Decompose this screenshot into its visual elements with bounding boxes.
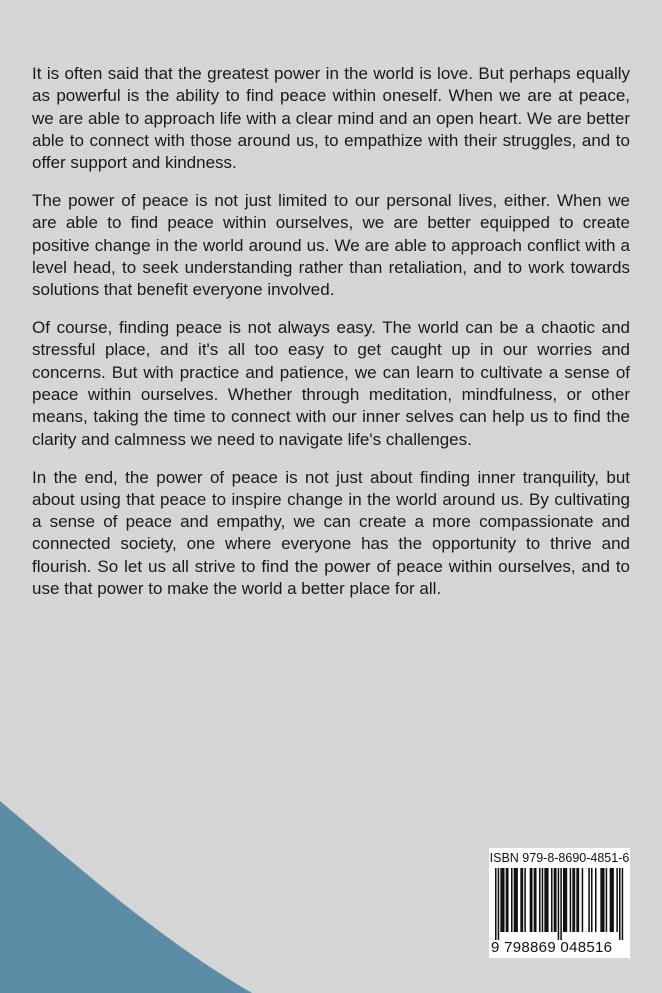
barcode-bar — [555, 868, 557, 932]
barcode-bar — [588, 868, 590, 932]
barcode-bar — [546, 868, 548, 932]
barcode-bar — [602, 868, 604, 932]
barcode-bar — [574, 868, 576, 932]
barcode-bar — [495, 868, 497, 940]
barcode-bar — [578, 868, 580, 932]
isbn-digits: 9 798869 048516 — [491, 939, 613, 956]
barcode-bar — [622, 868, 624, 940]
barcode-bar — [576, 868, 578, 932]
barcode-bar — [572, 868, 574, 932]
barcode-bars — [495, 868, 625, 940]
paragraph: The power of peace is not just limited to our personal lives, either. When we are able to find peace within ourselves, we are better equipped to create positive change in the world around us. We are able to approach conflict with a level head, to seek understanding rather than retaliation, and to work towards solutions that benefit everyone involved. — [32, 191, 630, 300]
barcode-bar — [542, 868, 544, 932]
barcode-bar — [595, 868, 597, 932]
barcode-bar — [520, 868, 522, 932]
isbn-label: ISBN 979-8-8690-4851-6 — [489, 851, 630, 865]
paragraph: It is often said that the greatest power in the world is love. But perhaps equally as powerful is the ability to find peace within oneself. When we are at peace, we are able to approach life with a clear mind and an open heart. We are better able to connect with those around us, to empathize with their struggles, and to offer support and kindness. — [32, 64, 630, 173]
barcode-bar — [530, 868, 532, 932]
barcode-bar — [619, 868, 621, 940]
barcode-bar — [506, 868, 508, 932]
barcode-bar — [507, 868, 509, 932]
barcode-bar — [511, 868, 513, 932]
barcode-bar — [515, 868, 517, 932]
barcode-bar — [606, 868, 608, 932]
barcode-bar — [558, 868, 560, 940]
barcode-bar — [502, 868, 504, 932]
barcode-bar — [582, 868, 584, 932]
barcode-bar — [616, 868, 618, 932]
barcode-bar — [554, 868, 556, 932]
barcode-bar — [603, 868, 605, 932]
barcode-bar — [547, 868, 549, 932]
barcode-bar — [600, 868, 602, 932]
isbn-barcode — [489, 848, 630, 958]
barcode-bar — [534, 868, 536, 932]
barcode-bar — [560, 868, 562, 940]
barcode-bar — [563, 868, 565, 932]
paragraph: In the end, the power of peace is not just about finding inner tranquility, but about using that peace to inspire change in the world around us. By cultivating a sense of peace and empathy, we can create a more compassionate and connected society, one where everyone has the opportunity to thrive and flourish. So let us all strive to find the power of peace within ourselves, and to use that power to make the world a better place for all. — [32, 467, 630, 599]
barcode-bar — [539, 868, 541, 932]
barcode-bar — [544, 868, 546, 932]
barcode-bar — [612, 868, 614, 932]
paragraph: Of course, finding peace is not always easy. The world can be a chaotic and stressful place, and it's all too easy to get caught up in our worries and concerns. But with practice and patience, we can learn to cultivate a sense of peace within ourselves. Whether through meditation, mindfulness, or other means, taking the time to connect with our inner selves can help us to find the clarity and calmness we need to navigate life's challenges. — [32, 318, 630, 449]
barcode-bar — [570, 868, 572, 932]
barcode-bar — [564, 868, 566, 932]
barcode-bar — [498, 868, 500, 940]
barcode-bar — [500, 868, 502, 932]
barcode-bar — [566, 868, 568, 932]
barcode-bar — [535, 868, 537, 932]
barcode-bar — [611, 868, 613, 932]
barcode-bar — [514, 868, 516, 932]
barcode-bar — [610, 868, 612, 932]
barcode-bar — [522, 868, 524, 932]
barcode-bar — [531, 868, 533, 932]
back-cover-text — [32, 63, 630, 616]
barcode-bar — [503, 868, 505, 932]
barcode-bar — [516, 868, 518, 932]
barcode-bar — [524, 868, 526, 932]
barcode-bar — [591, 868, 593, 932]
barcode-bar — [551, 868, 553, 932]
